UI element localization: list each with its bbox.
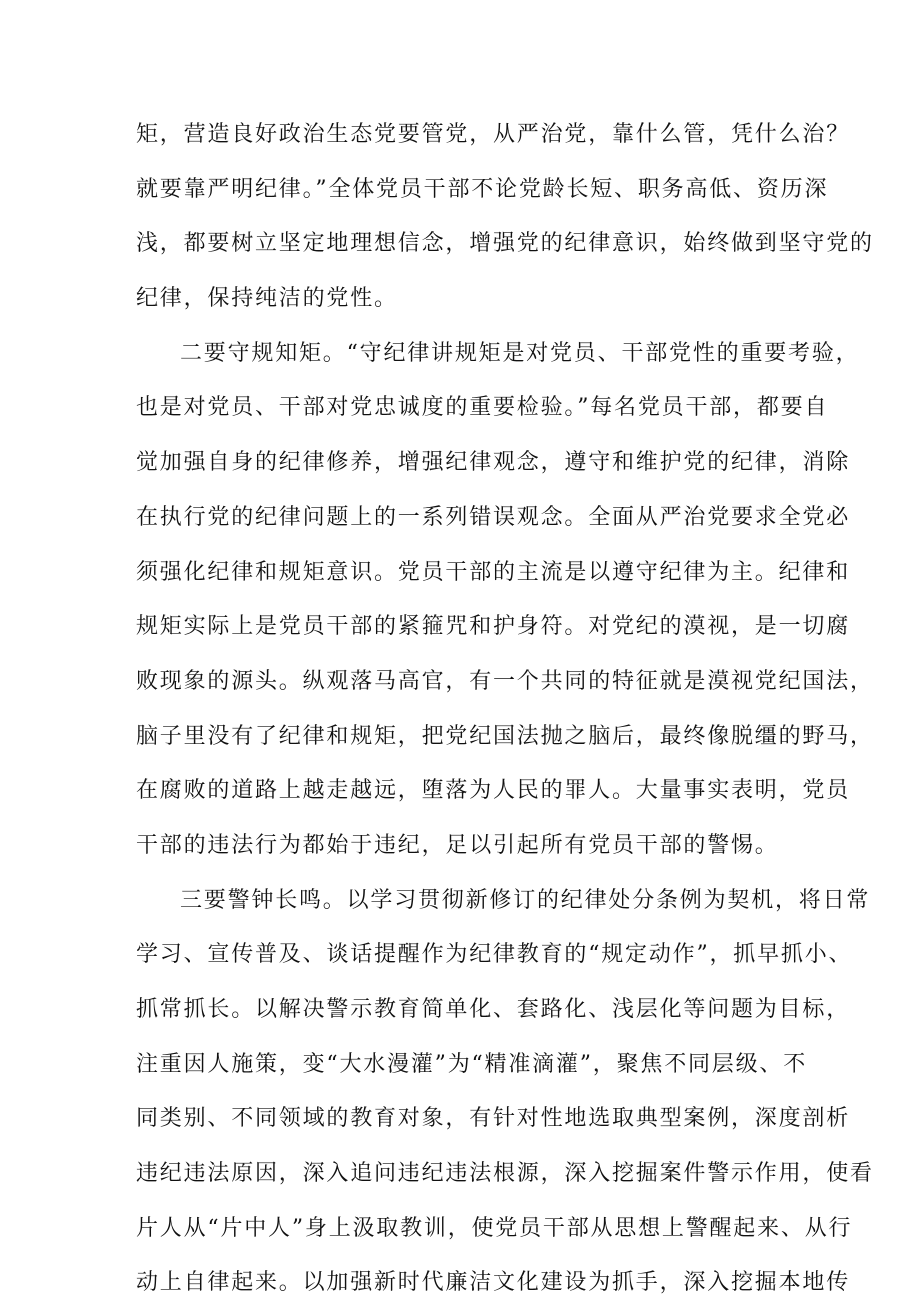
text-line: 片人从“片中人”身上汲取教训，使党员干部从思想上警醒起来、从行: [136, 1215, 853, 1241]
text-line: 也是对党员、干部对党忠诚度的重要检验。”每名党员干部，都要自: [136, 395, 829, 421]
text-line: 二要守规知矩。“守纪律讲规矩是对党员、干部党性的重要考验，: [180, 340, 860, 366]
text-line: 在腐败的道路上越走越远，堕落为人民的罪人。大量事实表明，党员: [136, 778, 851, 804]
paragraph-3: [136, 874, 874, 1311]
text-line: 三要警钟长鸣。以学习贯彻新修订的纪律处分条例为契机，将日常: [180, 887, 871, 913]
paragraph-1: [136, 108, 874, 327]
text-line: 规矩实际上是党员干部的紧箍咒和护身符。对党纪的漠视，是一切腐: [136, 614, 851, 640]
text-line: 抓常抓长。以解决警示教育简单化、套路化、浅层化等问题为目标，: [136, 997, 851, 1022]
text-line: 脑子里没有了纪律和规矩，把党纪国法抛之脑后，最终像脱缰的野马，: [136, 723, 874, 749]
document-body: [136, 108, 874, 1311]
text-line: 纪律，保持纯洁的党性。: [136, 286, 398, 312]
text-line: 干部的违法行为都始于违纪，足以引起所有党员干部的警惕。: [136, 832, 779, 858]
paragraph-2: [136, 327, 874, 874]
text-line: 觉加强自身的纪律修养，增强纪律观念，遵守和维护党的纪律，消除: [136, 450, 851, 476]
text-line: 败现象的源头。纵观落马高官，有一个共同的特征就是漠视党纪国法，: [136, 668, 874, 694]
text-line: 注重因人施策，变“大水漫灌”为“精准滴灌”，聚焦不同层级、不: [136, 1051, 807, 1077]
text-line: 在执行党的纪律问题上的一系列错误观念。全面从严治党要求全党必: [136, 504, 851, 530]
text-line: 须强化纪律和规矩意识。党员干部的主流是以遵守纪律为主。纪律和: [136, 559, 851, 585]
text-line: 就要靠严明纪律。”全体党员干部不论党龄长短、职务高低、资历深: [136, 176, 829, 202]
text-line: 矩，营造良好政治生态党要管党，从严治党，靠什么管，凭什么治？: [136, 122, 851, 147]
text-line: 同类别、不同领域的教育对象，有针对性地选取典型案例，深度剖析: [136, 1106, 851, 1132]
text-line: 浅，都要树立坚定地理想信念，增强党的纪律意识，始终做到坚守党的: [136, 231, 874, 257]
text-line: 学习、宣传普及、谈话提醒作为纪律教育的“规定动作”，抓早抓小、: [136, 942, 853, 968]
text-line: 违纪违法原因，深入追问违纪违法根源，深入挖掘案件警示作用，使看: [136, 1161, 874, 1187]
text-line: 动上自律起来。以加强新时代廉洁文化建设为抓手，深入挖掘本地传: [136, 1270, 851, 1296]
